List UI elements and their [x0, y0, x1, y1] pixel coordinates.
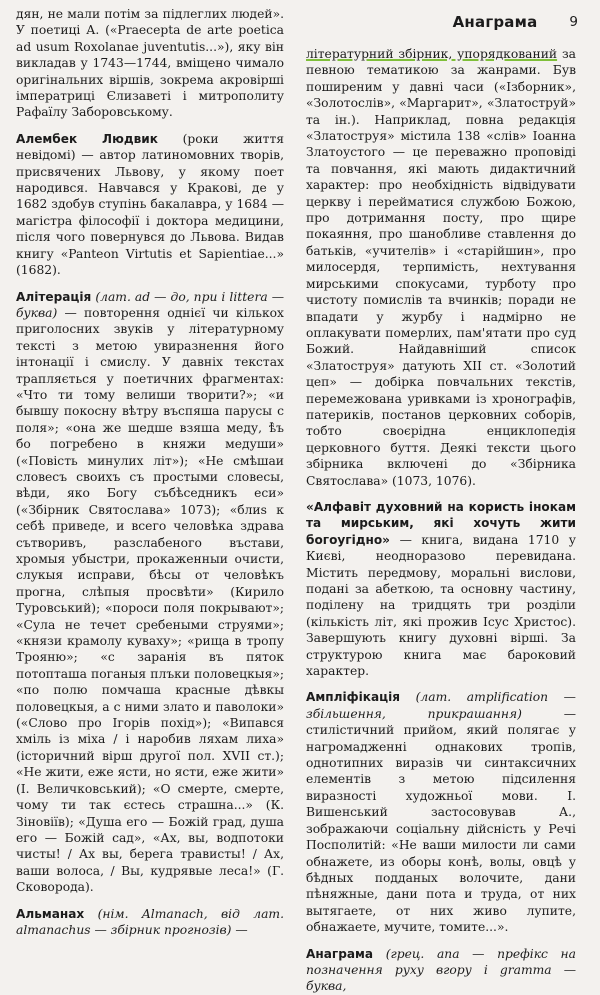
- entry-anahrama: [306, 946, 576, 995]
- entry-etymology: (лат. amplification — збільшення, прикрашання): [306, 690, 576, 721]
- entry-headword: Альманах: [16, 906, 85, 921]
- page-number: 9: [569, 14, 578, 30]
- entry-headword: Анаграма: [306, 946, 374, 961]
- entry-continuation-left: [16, 6, 284, 121]
- entry-etymology: (нім. Almanach, від лат. almanachus — збірник прогнозів) —: [16, 906, 284, 937]
- entry-amplifikatsiia: [306, 689, 576, 935]
- entry-text: (роки життя невідомі) — автор латиномовних творів, присвячених Львову, у якому поет народився. Навчався у Кракові, де у 1682 здобув ступінь бакалавра, у 1684 — магістра філософії і доктора медицини, після чого повернувся до Львова. Видав книгу «Panteon Virtutis et Sapientiae...» (1682).: [16, 131, 284, 278]
- entry-alembek: [16, 131, 284, 279]
- entry-almanakh: [16, 906, 284, 939]
- entry-text: — книга, видана 1710 у Києві, неодноразово перевидана. Містить передмову, моральні вислови, подані за абеткою, та основну частину, поділену на тридцять три розділи (кількість літ, які прожив Ісус Христос). Завершують книгу духовні вірші. За структурою книга має бароковий характер.: [306, 532, 576, 679]
- entry-headword: Алембек Людвик: [16, 131, 158, 146]
- entry-continuation-right: [306, 46, 576, 489]
- entry-headword: Алітерація: [16, 289, 92, 304]
- entry-headword: Ампліфікація: [306, 690, 400, 705]
- running-head-title: Анаграма: [452, 13, 538, 31]
- entry-aliteratsiia: [16, 289, 284, 896]
- entry-alfavit: [306, 499, 576, 679]
- entry-text: — стилістичний прийом, який полягає у нагромадженні однакових тропів, однотипних виразів чи синтаксичних елементів з метою підсилення виразності художньої мови. І. Вишенський застосовував А., зображаючи соціальну дійсність у Речі Посполитій: «Не ваши милости ли сами обнажете, из оборы конѣ, волы, овцѣ у бѣдных подданых волочите, дани пѣняжные, дани пота и труда, от них вытягаете, от них живо лупите, обнажаете, мучите, томите...».: [306, 706, 576, 935]
- continuation-first-line: літературний збірник, упорядкований: [306, 47, 558, 61]
- entry-etymology: (лат. ad — до, при і littera — буква): [16, 289, 284, 320]
- right-column: [306, 46, 576, 994]
- continuation-text: дян, не мали потім за підлеглих людей». У поетиці А. («Praecepta de arte poetica ad usum Roxolanae juventutis...»), яку він викладав у 1743—1744, вміщено чимало оригінальних віршів, зокрема акровірші імператриці Єлизаветі і митрополиту Рафаїлу Заборовському.: [16, 7, 284, 120]
- continuation-text: за певною тематикою за жанрами. Був поширеним у давні часи («Ізборник», «Золотослів», «Маргарит», «Златоструй» та ін.). Наприклад, повна редакція «Златоструя» містила 138 «слів» Іоанна Златоустого — це переважно проповіді та повчання, які мають дидактичний характер: про необхідність відвідувати церкву і перейматися службою Божою, про дотримання посту, про щире покаяння, про шанобливе ставлення до батьків, «учителів» і «старійшин», про милосердя, терпимість, нехтування мирськими спокусами, турботу про чистоту помислів та вчинків; поради не впадати у журбу і надмірно не оплакувати померлих, пам'ятати про суд Божий. Найдавніший список «Златоструя» датують XII ст. «Золотий цеп» — добірка повчальних текстів, перемежована уривками із хронографів, патериків, постанов церковних соборів, тобто своєрідна енциклопедія церковного буття. Деякі тексти цього збірника включені до «Збірника Святослава» (1073, 1076).: [306, 47, 576, 488]
- entry-headword: «Алфавіт духовний на користь інокам та мирським, які хочуть жити богоугідно»: [306, 499, 576, 547]
- left-column: [16, 6, 284, 937]
- entry-etymology: (грец. ana — префікс на позначення руху вгору і gramma — буква,: [306, 946, 576, 994]
- running-head: [290, 0, 600, 44]
- entry-text: — повторення однієї чи кількох приголосних звуків у літературному тексті з метою увиразнення його інтонації і смислу. У давніх текстах трапляється у поетичних фрагментах: «Что ти тому велиши творити?»; «и бывшу покосну вѣтру въспяша парусы с поля»; «она же шедше взяша меду, ѣ̀ъ бо погребено в княжи медуши» («Повість минулих літ»); «Не смѣшаи словесъ своихъ съ простыми словесы, вѣди, яко Богу събѣседникъ еси» («Збірник Святослава» 1073); «блиѕ к себѣ приведе, и всего человѣка здрава сътворивъ, разслабеного въстави, хромыя убыстри, прокаженныи очисти, слукыя исправи, бѣсы от человѣкъ прогна, слѣпыя просвѣти» (Кирило Туровський); «пороси поля покрывают»; «Сула не течет сребеными струями»; «князи крамолу куваху»; «рища в тропу Трояню»; «с заранія въ пяток потопташа поганыя плъки половецкыя»; «по полю помчаша красные дѣвкы половецкыя, а с ними злато и паволоки» («Слово про Ігорів похід»); «Випався хміль із міха / і наробив ляхам лиха» (історичний вірш другої пол. XVII ст.); «Не жити, еже ясти, но ясти, еже жити» (І. Величковський); «О смерте, смерте, чому ти так єстесь страшна...» (К. Зіновіїв); «Душа его — Божій град, душа его — Божій сад», «Ах, вы, водпотоки чисты! / Ах вы, берега трависты! / Ах, ваши волоса, / Вы, кудрявые леса!» (Г. Сковорода).: [16, 305, 284, 895]
